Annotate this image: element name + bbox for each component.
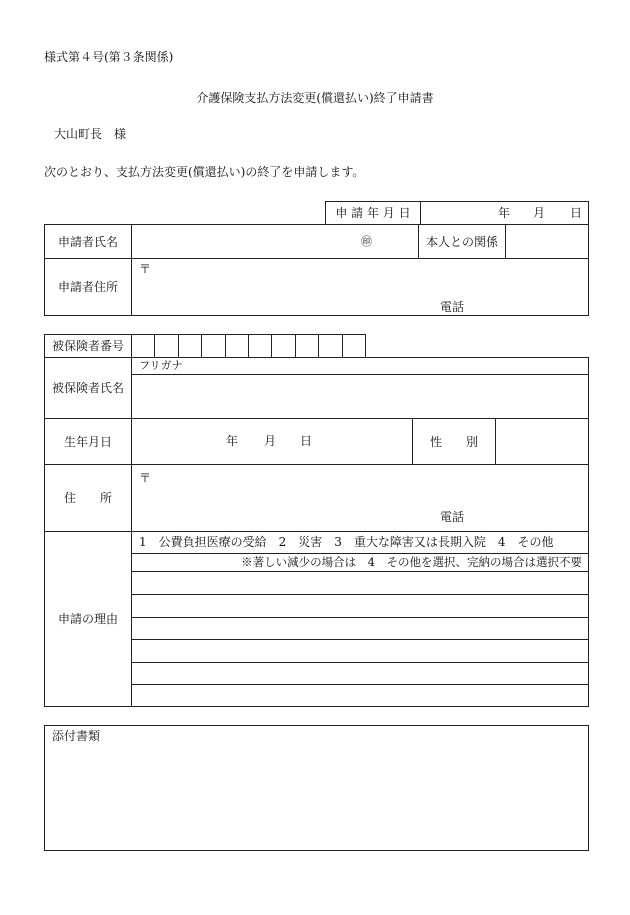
- applicant-name-label-cell: [44, 224, 132, 259]
- application-date-day: 日: [570, 206, 583, 220]
- applicant-postal-mark: 〒: [139, 262, 152, 276]
- reason-entry-line: [131, 639, 589, 663]
- insured-number-label-cell: [44, 334, 132, 358]
- insured-number-box: [201, 334, 226, 358]
- insured-address-cell: [131, 464, 589, 532]
- reason-entry-line: [131, 684, 589, 707]
- seal-mark: ㊞: [361, 235, 372, 248]
- insured-address-label-cell: [44, 464, 132, 532]
- insured-name-cell: [131, 374, 589, 419]
- addressee: 大山町長 様: [54, 127, 127, 141]
- birth-day: 日: [300, 434, 313, 448]
- insured-postal-mark: 〒: [139, 471, 152, 485]
- form-number: 様式第４号(第３条関係): [44, 50, 174, 64]
- furigana-label: フリガナ: [139, 359, 183, 372]
- application-date-year: 年: [498, 206, 511, 220]
- applicant-address-cell: [131, 258, 589, 316]
- relation-value-cell: [505, 224, 589, 259]
- attachments-label: 添付書類: [52, 729, 101, 743]
- insured-number-box: [318, 334, 343, 358]
- reason-label-cell: [44, 531, 132, 707]
- birth-month: 月: [264, 434, 277, 448]
- reason-entry-line: [131, 617, 589, 640]
- birth-label-cell: [44, 418, 132, 465]
- applicant-name-cell: [131, 224, 419, 259]
- application-date-label-cell: [325, 201, 421, 225]
- form-title: 介護保険支払方法変更(償還払い)終了申請書: [196, 91, 434, 105]
- attachments-box: [44, 725, 589, 851]
- birth-label: 生年月日: [63, 434, 112, 449]
- insured-number-box: [295, 334, 319, 358]
- insured-number-box: [131, 334, 155, 358]
- applicant-phone-label: 電話: [440, 300, 465, 314]
- insured-number-label: 被保険者番号: [51, 339, 124, 353]
- reason-options-text: 1 公費負担医療の受給 2 災害 3 重大な障害又は長期入院 4 その他: [139, 535, 554, 549]
- reason-note: ※著しい減少の場合は 4 その他を選択、完納の場合は選択不要: [241, 555, 582, 569]
- applicant-name-label: 申請者氏名: [57, 234, 118, 249]
- intro-text: 次のとおり、支払方法変更(償還払い)の終了を申請します。: [44, 165, 365, 179]
- insured-number-box: [178, 334, 202, 358]
- relation-label: 本人との関係: [425, 234, 498, 249]
- insured-name-label: 被保険者氏名: [51, 381, 124, 395]
- application-date-month: 月: [533, 206, 546, 220]
- gender-label-cell: [412, 418, 496, 465]
- gender-label: 性 別: [429, 434, 478, 449]
- reason-entry-line: [131, 594, 589, 618]
- furigana-cell: [131, 357, 589, 375]
- reason-label: 申請の理由: [57, 612, 118, 626]
- insured-number-box: [154, 334, 179, 358]
- insured-number-box: [225, 334, 249, 358]
- relation-label-cell: [418, 224, 506, 259]
- reason-entry-line: [131, 662, 589, 685]
- reason-entry-line: [131, 571, 589, 595]
- application-date-label: 申 請 年 月 日: [335, 206, 411, 220]
- applicant-address-label-cell: [44, 258, 132, 316]
- insured-name-label-cell: [44, 357, 132, 419]
- gender-value-cell: [495, 418, 589, 465]
- insured-phone-label: 電話: [440, 510, 465, 524]
- insured-number-box: [248, 334, 272, 358]
- insured-number-box: [342, 334, 366, 358]
- birth-year: 年: [226, 434, 239, 448]
- insured-address-label: 住 所: [63, 491, 112, 505]
- insured-number-box: [271, 334, 296, 358]
- applicant-address-label: 申請者住所: [57, 280, 118, 294]
